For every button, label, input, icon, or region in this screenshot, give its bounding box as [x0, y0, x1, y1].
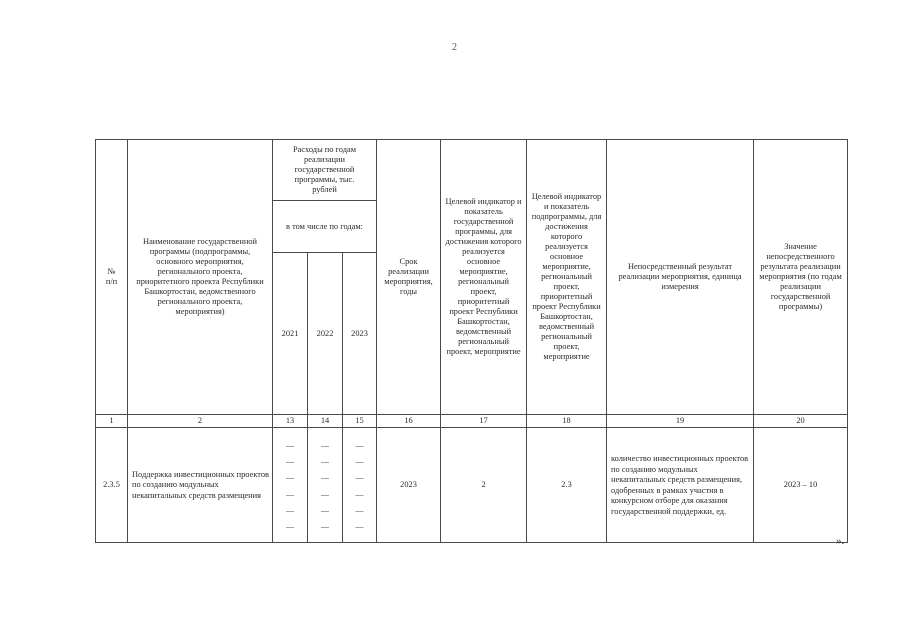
header-year-2021: 2021: [273, 253, 308, 415]
dash-value: —: [321, 489, 329, 499]
dash-value: —: [355, 440, 364, 450]
header-expenses: Расходы по годам реализации государственной программы, тыс. рублей: [273, 140, 377, 201]
row-2021-cell: [273, 428, 308, 543]
row-target-subprogram: 2.3: [527, 428, 607, 543]
row-result: количество инвестиционных проектов по созданию модульных некапитальных средств размещения, одобренных в рамках участия в конкурсном отборе для оказания государственной поддержки, ед.: [607, 428, 754, 543]
dash-value: —: [355, 489, 364, 499]
row-2022-cell: [308, 428, 343, 543]
header-target-program: Целевой индикатор и показатель государственной программы, для достижения которого реализуется основное мероприятие, региональный проект, приоритетный проект Республики Башкортостан, ведомственный региональный проект, мероприятие: [441, 140, 527, 415]
dash-value: —: [355, 473, 364, 483]
dash-value: —: [286, 506, 294, 516]
column-number: 17: [441, 415, 527, 428]
dash-value: —: [286, 522, 294, 532]
dash-value: —: [286, 489, 294, 499]
row-num: 2.3.5: [96, 428, 128, 543]
header-year-2022: 2022: [308, 253, 343, 415]
column-numbers-row: [96, 415, 848, 428]
dash-value: —: [286, 440, 294, 450]
dash-value: —: [355, 456, 364, 466]
column-number: 14: [308, 415, 343, 428]
header-period: Срок реализации мероприятия, годы: [377, 140, 441, 415]
column-number: 18: [527, 415, 607, 428]
page-number: 2: [452, 42, 457, 53]
header-in-years: в том числе по годам:: [273, 201, 377, 253]
header-year-2023: 2023: [343, 253, 377, 415]
dash-value: —: [286, 456, 294, 466]
header-value: Значение непосредственного результата реализации мероприятия (по годам реализации государственной программы): [754, 140, 848, 415]
column-number: 13: [273, 415, 308, 428]
table-row: [96, 428, 848, 543]
header-num: № п/п: [96, 140, 128, 415]
dash-value: —: [321, 522, 329, 532]
header-target-subprogram: Целевой индикатор и показатель подпрограммы, для достижения которого реализуется основное мероприятие, региональный проект, приоритетный проект Республики Башкортостан, ведомственный региональный проект, мероприятие: [527, 140, 607, 415]
row-2023-cell: [343, 428, 377, 543]
row-period: 2023: [377, 428, 441, 543]
dash-value: —: [321, 456, 329, 466]
column-number: 20: [754, 415, 848, 428]
column-number: 16: [377, 415, 441, 428]
row-value: 2023 – 10: [754, 428, 848, 543]
column-number: 19: [607, 415, 754, 428]
program-table: [95, 139, 848, 543]
dash-value: —: [355, 522, 364, 532]
row-name: Поддержка инвестиционных проектов по созданию модульных некапитальных средств размещения: [128, 428, 273, 543]
column-number: 1: [96, 415, 128, 428]
column-number: 15: [343, 415, 377, 428]
header-result: Непосредственный результат реализации мероприятия, единица измерения: [607, 140, 754, 415]
dash-value: —: [321, 440, 329, 450]
closing-mark: ».: [836, 535, 845, 547]
dash-value: —: [355, 506, 364, 516]
dash-value: —: [321, 506, 329, 516]
column-number: 2: [128, 415, 273, 428]
header-name: Наименование государственной программы (подпрограммы, основного мероприятия, регионального проекта, приоритетного проекта Республики Башкортостан, ведомственного регионального проекта, мероприятия): [128, 140, 273, 415]
dash-value: —: [321, 473, 329, 483]
dash-value: —: [286, 473, 294, 483]
row-target-program: 2: [441, 428, 527, 543]
